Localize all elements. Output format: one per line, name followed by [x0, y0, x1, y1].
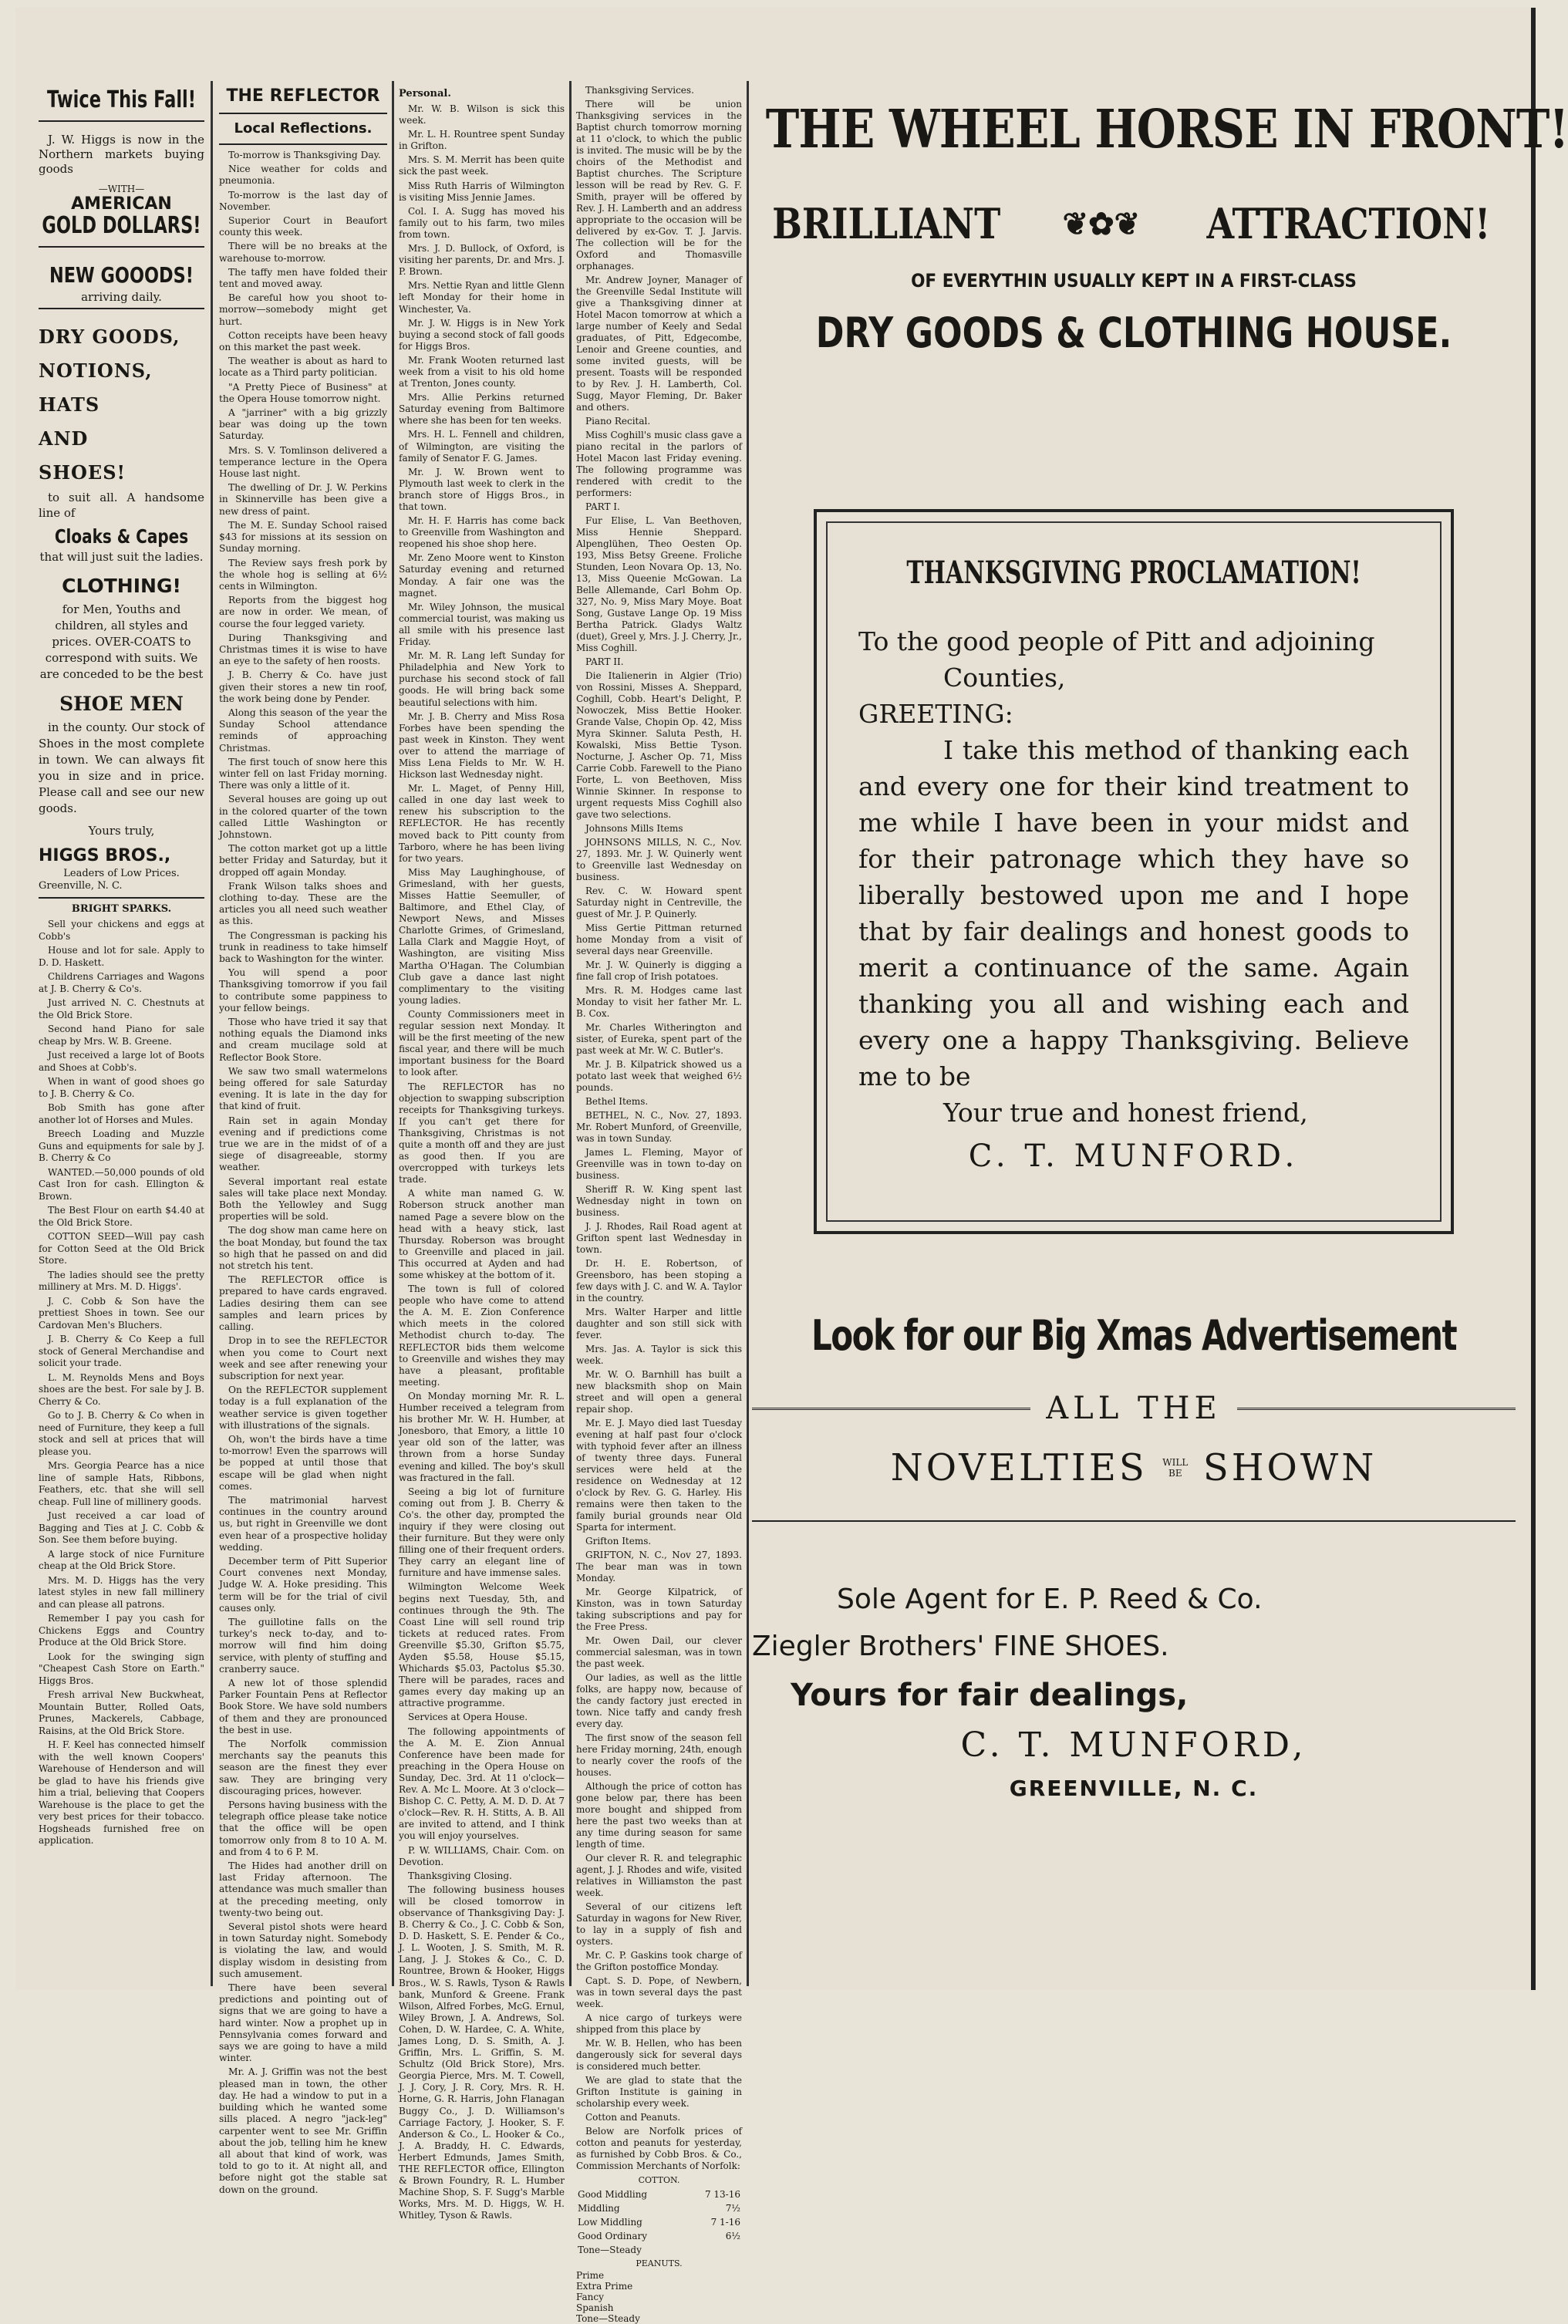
cotton-table	[576, 2187, 742, 2258]
news-item: The following appointments of the A. M. E. Zion Annual Conference have been made for preaching in the Opera House on Sunday, Dec. 3rd. At 11 o'clock—Rev. A. Mc L. Moore. At 3 o'clock—Bishop C. C. Petty, A. M. D. D. At 7 o'clock—Rev. R. H. Stitts, A. B. All are invited to attend, and I think you will enjoy yourselves.	[399, 1725, 565, 1842]
news-item: Dr. H. E. Robertson, of Greensboro, has been stoping a few days with J. C. and W. A. Taylor in the country.	[576, 1258, 742, 1304]
greeting: GREETING:	[858, 699, 1013, 729]
thanksgiving-proclamation	[814, 509, 1454, 1234]
peanut-grade: Tone—Steady	[576, 2313, 640, 2324]
news-item: Capt. S. D. Pope, of Newbern, was in town several days the past week.	[576, 1975, 742, 2009]
news-item: Frank Wilson talks shoes and clothing to-day. These are the articles you all need such weather as this.	[219, 880, 387, 927]
news-item: December term of Pitt Superior Court convenes next Monday, Judge W. A. Hoke presiding. This term will be for the trial of civil causes only.	[219, 1555, 387, 1614]
column-rule	[392, 81, 394, 1986]
cotton-price: 7 1-16	[710, 2217, 740, 2228]
news-item: To-morrow is Thanksgiving Day.	[228, 150, 381, 160]
peanut-grade: Spanish	[576, 2302, 614, 2313]
news-item: The guillotine falls on the turkey's neck to-day, and to-morrow will find him doing service, with plenty of stuffing and cranberry sauce.	[219, 1616, 387, 1675]
news-item: Our clever R. R. and telegraphic agent, J. J. Rhodes and wife, visited relatives in Williamston the past week.	[576, 1853, 742, 1898]
place-text: Greenville, N. C.	[39, 880, 123, 892]
news-item: There will be union Thanksgiving services in the Baptist church tomorrow morning at 11 o'clock, to which the public is invited. The music will be by the choirs of the Methodist and Baptist churches. The Scripture lesson will be read by Rev. G. F. Smith, prayer will be offered by Rev. J. H. Lamberth and an address appropriate to the occasion will be delivered by ex-Gov. T. J. Jarvis. The collection will be for the Oxford and Thomasville orphanages.	[576, 99, 742, 272]
proclamation-title: THANKSGIVING PROCLAMATION!	[906, 555, 1361, 591]
news-item: Just received a large lot of Boots and Shoes at Cobb's.	[39, 1050, 204, 1073]
brilliant-text: BRILLIANT	[772, 199, 1001, 248]
yours-truly: Yours truly,	[88, 824, 155, 838]
news-item: The Best Flour on earth $4.40 at the Old Brick Store.	[39, 1205, 204, 1228]
news-item: Grifton Items.	[585, 1536, 652, 1547]
news-item: Mrs. Georgia Pearce has a nice line of sample Hats, Ribbons, Feathers, etc. that she will sell cheap. Full line of millinery goods.	[39, 1460, 204, 1507]
table-row	[578, 2230, 740, 2242]
news-item: Go to J. B. Cherry & Co when in need of Furniture, they keep a full stock and sell at prices that will please you.	[39, 1410, 204, 1457]
column-rule	[747, 81, 749, 1986]
masthead: THE REFLECTOR	[226, 86, 380, 106]
cotton-grade: Good Middling	[578, 2189, 648, 2200]
news-item: Sell your chickens and eggs at Cobb's	[39, 919, 204, 942]
news-item: Mr. Frank Wooten returned last week from a visit to his old home at Trenton, Jones county.	[399, 354, 565, 390]
news-item: WANTED.—50,000 pounds of old Cast Iron for cash. Ellington & Brown.	[39, 1166, 204, 1202]
news-item: Cotton and Peanuts.	[585, 2112, 681, 2123]
hats: HATS	[39, 393, 100, 416]
peanut-label: PEANUTS.	[636, 2258, 683, 2268]
wheel-horse-headline: THE WHEEL HORSE IN FRONT!	[765, 99, 1568, 160]
cotton-price: 7 13-16	[704, 2189, 740, 2200]
news-item: Mr. H. F. Harris has come back to Greenville from Washington and reopened his shoe shop here.	[399, 515, 565, 550]
news-item: A large stock of nice Furniture cheap at the Old Brick Store.	[39, 1548, 204, 1571]
cotton-grade: Tone—Steady	[578, 2245, 642, 2255]
news-item: When in want of good shoes go to J. B. Cherry & Co.	[39, 1076, 204, 1099]
table-row	[578, 2244, 740, 2256]
munford-signature: C. T. MUNFORD,	[960, 1725, 1307, 1765]
ziegler-shoes: Ziegler Brothers' FINE SHOES.	[752, 1631, 1169, 1662]
news-item: Fur Elise, L. Van Beethoven, Miss Hennie Sheppard. Alpenglühen, Theo Oesten Op. 193, Miss Betsy Greene. Froliche Stunden, Leon Novara Op. 13, No. 13, Miss Queenie McGowan. La Belle Allemande, Carl Bohm Op. 327, No. 9, Miss Mary Moye. Boat Song, Gustave Lange Op. 19 Miss Bertha Patrick. Gladys Waltz (duet), Greel y, Mrs. J. J. Cherry, Jr., Miss Coghill.	[576, 515, 742, 653]
news-item: Miss Coghill's music class gave a piano recital in the parlors of Hotel Macon last Friday evening. The following programme was rendered with credit to the performers:	[576, 430, 742, 498]
news-item: Thanksgiving Closing.	[408, 1870, 512, 1881]
everything-line: OF EVERYTHIN USUALLY KEPT IN A FIRST-CLASS	[911, 270, 1357, 292]
news-item: On the REFLECTOR supplement today is a full explanation of the weather service is given together with illustrations of the signals.	[219, 1385, 387, 1431]
news-item: Mr. Charles Witherington and sister, of Eureka, spent part of the past week at Mr. W. C. Butler's.	[576, 1022, 742, 1056]
news-item: Miss May Laughinghouse, of Grimesland, with her guests, Misses Hattie Seemuller, of Baltimore, and Ethel Clay, of Newport News, and Misses Charlotte Grimes, of Grimesland, Lalla Clark and Maggie Hoyt, of Washington, are visiting Miss Martha O'Hagan. The Columbian Club gave a dance last night complimentary to the visiting young ladies.	[399, 866, 565, 1006]
novelties-text: NOVELTIES	[890, 1446, 1148, 1489]
news-item: JOHNSONS MILLS, N. C., Nov. 27, 1893. Mr. J. W. Quinerly went to Greenville last Wednesday on business.	[576, 837, 742, 882]
news-item: COTTON SEED—Will pay cash for Cotton Seed at the Old Brick Store.	[39, 1231, 204, 1266]
brilliant-attraction	[752, 199, 1516, 248]
news-item: The taffy men have folded their tent and moved away.	[219, 266, 387, 290]
proclamation-signature: C. T. MUNFORD.	[968, 1138, 1300, 1174]
peanut-grade: Fancy	[576, 2292, 604, 2302]
news-item: Breech Loading and Muzzle Guns and equipments for sale by J. B. Cherry & Co	[39, 1128, 204, 1163]
news-item: Along this season of the year the Sunday School attendance reminds of approaching Christmas.	[219, 707, 387, 754]
counties-line: Counties,	[943, 663, 1066, 693]
news-item: The REFLECTOR office is prepared to have cards engraved. Ladies desiring them can see samples and learn prices by calling.	[219, 1274, 387, 1333]
dry-goods-house: DRY GOODS & CLOTHING HOUSE.	[815, 309, 1452, 357]
personal-items	[399, 103, 565, 2222]
news-item: The REFLECTOR has no objection to swapping subscription receipts for Thanksgiving turkeys. If you can't get there for Thanksgiving, Christmas is not quite a month off and they are just as good then. If you are overcropped with turkeys lets trade.	[399, 1081, 565, 1186]
gold-dollars: GOLD DOLLARS!	[42, 212, 201, 239]
news-item: The Congressman is packing his trunk in readiness to take himself back to Washington for the winter.	[219, 929, 387, 964]
news-item: Mr. W. O. Barnhill has built a new blacksmith shop on Main street and will open a general repair shop.	[576, 1369, 742, 1415]
news-item: During Thanksgiving and Christmas times it is wise to have an eye to the safety of hen roosts.	[219, 632, 387, 667]
and: AND	[39, 427, 89, 450]
news-item: Bob Smith has gone after another lot of Horses and Mules.	[39, 1102, 204, 1125]
shoes: SHOES!	[39, 461, 126, 484]
ornament-icon: ❦✿❦	[1062, 205, 1141, 242]
arriving-text: arriving daily.	[81, 290, 162, 304]
sole-agent: Sole Agent for E. P. Reed & Co.	[837, 1584, 1263, 1615]
ladies-text: that will just suit the ladies.	[39, 550, 204, 564]
news-item: PART I.	[585, 501, 620, 512]
dry-goods-list	[39, 320, 204, 490]
news-item: Bethel Items.	[585, 1096, 649, 1107]
news-item: Those who have tried it say that nothing equals the Diamond inks and cream mucilage sold at Reflector Book Store.	[219, 1017, 387, 1063]
news-item: Mr. L. H. Rountree spent Sunday in Grifton.	[399, 129, 565, 152]
closing-line: Your true and honest friend,	[943, 1098, 1308, 1128]
news-item: Remember I pay you cash for Chickens Eggs and Country Produce at the Old Brick Store.	[39, 1613, 204, 1648]
news-item: A white man named G. W. Roberson struck another man named Page a severe blow on the head with a heavy stick, last Thursday. Roberson was brought to Greenville and placed in jail. This occurred at Ayden and had some whiskey at the bottom of it.	[399, 1188, 565, 1280]
news-item: Rain set in again Monday evening and if predictions come true we are in the midst of of a siege of disagreeable, stormy weather.	[219, 1115, 387, 1173]
news-item: A nice cargo of turkeys were shipped from this place by	[576, 2012, 742, 2035]
news-item: Mr. Wiley Johnson, the musical commercial tourist, was making us all smile with his presence last Friday.	[399, 601, 565, 648]
news-item: Mr. J. B. Cherry and Miss Rosa Forbes have been spending the past week in Kinston. They went over to attend the marriage of Miss Lena Fields to Mr. W. H. Hickson last Wednesday night.	[399, 710, 565, 781]
leaders-text: Leaders of Low Prices.	[63, 868, 180, 879]
suit-text: to suit all. A handsome line of	[39, 491, 204, 520]
column-higgs-ad	[39, 85, 204, 1982]
shown-text: SHOWN	[1202, 1446, 1377, 1489]
newspaper-page	[15, 8, 1568, 2324]
news-item: Wilmington Welcome Week begins next Tuesday, 5th, and continues through the 9th. The Coast Line will sell round trip tickets at reduced rates. From Greenville $5.30, Grifton $5.75, Ayden $5.58, House $5.15, Whichards $5.03, Pactolus $5.30. There will be parades, races and games every day making up an attractive programme.	[399, 1581, 565, 1709]
news-item: Mrs. Nettie Ryan and little Glenn left Monday for their home in Winchester, Va.	[399, 280, 565, 315]
news-item: Services at Opera House.	[408, 1712, 528, 1723]
clothing: CLOTHING!	[62, 575, 181, 597]
american-text: AMERICAN	[71, 194, 172, 214]
news-item: Several important real estate sales will take place next Monday. Both the Yellowley and Sugg properties will be sold.	[219, 1175, 387, 1223]
news-item: Mr. M. R. Lang left Sunday for Philadelphia and New York to purchase his second stock of fall goods. He will bring back some beautiful selections with him.	[399, 650, 565, 708]
salutation-line: To the good people of Pitt and adjoining	[858, 626, 1375, 656]
news-item: The dog show man came here on the boat Monday, but found the tax so high that he passed on and did not stretch his tent.	[219, 1225, 387, 1272]
bright-sparks-heading: BRIGHT SPARKS.	[71, 903, 172, 915]
news-item: Mrs. M. D. Higgs has the very latest styles in new fall millinery and can please all patrons.	[39, 1574, 204, 1610]
news-item: You will spend a poor Thanksgiving tomorrow if you fail to contribute some pappiness to your fellow beings.	[219, 967, 387, 1014]
news-item: Johnsons Mills Items	[585, 823, 683, 834]
news-item: Mrs. J. D. Bullock, of Oxford, is visiting her parents, Dr. and Mrs. J. P. Brown.	[399, 243, 565, 278]
news-item: Mr. Zeno Moore went to Kinston Saturday evening and returned Monday. A fair one was the magnet.	[399, 552, 565, 599]
news-item: Mr. C. P. Gaskins took charge of the Grifton postoffice Monday.	[576, 1950, 742, 1972]
news-item: Superior Court in Beaufort county this week.	[219, 215, 387, 238]
news-item: J. C. Cobb & Son have the prettiest Shoes in town. See our Cardovan Men's Bluchers.	[39, 1295, 204, 1331]
news-item: House and lot for sale. Apply to D. D. Haskett.	[39, 945, 204, 968]
notions: NOTIONS,	[39, 359, 153, 382]
news-item: J. J. Rhodes, Rail Road agent at Grifton spent last Wednesday in town.	[576, 1221, 742, 1255]
proclamation-body	[858, 623, 1409, 1175]
news-item: Mr. J. W. Quinerly is digging a fine fall crop of Irish potatoes.	[576, 960, 742, 982]
news-items	[576, 85, 742, 2172]
news-item: Miss Ruth Harris of Wilmington is visiting Miss Jennie James.	[399, 180, 565, 203]
cotton-grade: Low Middling	[578, 2217, 642, 2228]
news-item: The first touch of snow here this winter fell on last Friday morning. There was only a little of it.	[219, 756, 387, 791]
news-item: The M. E. Sunday School raised $43 for missions at its session on Sunday morning.	[219, 519, 387, 555]
with-text: —WITH—	[98, 184, 145, 194]
news-item: The town is full of colored people who have come to attend the A. M. E. Zion Conference which meets in the colored Methodist church to-day. The REFLECTOR bids them welcome to Greenville and wishes they may have a pleasant, profitable meeting.	[399, 1283, 565, 1388]
news-item: GRIFTON, N. C., Nov 27, 1893. The bear man was in town Monday.	[576, 1550, 742, 1584]
attraction-text: ATTRACTION!	[1206, 199, 1491, 248]
news-item: The first snow of the season fell here Friday morning, 24th, enough to nearly cover the roofs of the houses.	[576, 1732, 742, 1778]
news-item: Mr. J. W. Higgs is in New York buying a second stock of fall goods for Higgs Bros.	[399, 317, 565, 352]
cotton-price	[686, 2244, 740, 2256]
news-item: The ladies should see the pretty millinery at Mrs. M. D. Higgs'.	[39, 1269, 204, 1292]
news-item: Mrs. S. V. Tomlinson delivered a temperance lecture in the Opera House last night.	[219, 444, 387, 480]
peanut-list	[576, 2270, 742, 2324]
bright-sparks-list	[39, 919, 204, 1847]
news-item: The following business houses will be closed tomorrow in observance of Thanksgiving Day: J. B. Cherry & Co., J. C. Cobb & Son, D. D. Haskett, S. E. Pender & Co., J. L. Wooten, J. S. Smith, M. R. Lang, J. J. Stokes & Co., C. D. Rountree, Brown & Hooker, Higgs Bros., W. S. Rawls, Tyson & Rawls bank, Munford & Greene. Frank Wilson, Alfred Forbes, McG. Ernul, Wiley Brown, J. A. Andrews, Sol. Cohen, D. W. Hardee, C. A. White, James Long, D. S. Smith, A. J. Griffin, Mrs. L. Griffin, S. M. Schultz (Old Brick Store), Mrs. Georgia Pierce, Mrs. M. T. Cowell, J. J. Cory, J. R. Cory, Mrs. R. H. Horne, G. R. Harris, John Flanagan Buggy Co., J. D. Williamson's Carriage Factory, J. Hooker, S. F. Anderson & Co., L. Hooker & Co., J. A. Braddy, H. C. Edwards, Herbert Edmunds, James Smith, THE REFLECTOR office, Ellington & Brown Foundry, R. L. Humber Machine Shop, S. F. Sugg's Marble Works, Mrs. M. D. Higgs, W. H. Whitley, Tyson & Rawls.	[399, 1884, 565, 2221]
news-item: Drop in to see the REFLECTOR when you come to Court next week and see after renewing your subscription for next year.	[219, 1335, 387, 1381]
news-item: J. B. Cherry & Co. have just given their stores a new tin roof, the work being done by Pender.	[219, 670, 387, 704]
news-item: Persons having business with the telegraph office please take notice that the office will be open tomorrow only from 8 to 10 A. M. and from 4 to 6 P. M.	[219, 1799, 387, 1857]
proclamation-text: I take this method of thanking each and every one for their kind treatment to me while I have been in your midst and for their patronage which they have so liberally bestowed upon me and I hope that by fair dealings and honest goods to merit a continuance of the same. Again thanking you all and wishing each and every one a happy Thanksgiving. Believe me to be	[858, 735, 1409, 1091]
news-item: P. W. WILLIAMS, Chair. Com. on Devotion.	[399, 1844, 565, 1867]
news-item: Col. I. A. Sugg has moved his family out to his farm, two miles from town.	[399, 205, 565, 240]
news-item: Mrs. R. M. Hodges came last Monday to visit her father Mr. L. B. Cox.	[576, 985, 742, 1019]
news-item: Our ladies, as well as the little folks, are happy now, because of the candy factory just erected in town. Nice taffy and candy fresh every day.	[576, 1672, 742, 1729]
cotton-price: 6½	[725, 2231, 740, 2241]
cotton-grade: Middling	[578, 2203, 620, 2214]
dry-goods: DRY GOODS,	[39, 325, 180, 348]
news-item: Oh, won't the birds have a time to-morrow! Even the sparrows will be popped at until those that escape will be glad when night comes.	[219, 1433, 387, 1492]
news-item: The Hides had another drill on last Friday afternoon. The attendance was much smaller than at the preceding meeting, only twenty-two being out.	[219, 1860, 387, 1918]
peanut-grade: Extra Prime	[576, 2281, 633, 2292]
news-item: To-morrow is the last day of November.	[219, 189, 387, 212]
news-item: Reports from the biggest hog are now in order. We mean, of course the four legged variety.	[219, 595, 387, 629]
cotton-price: 7½	[725, 2203, 740, 2214]
local-items	[219, 150, 387, 2196]
table-row	[578, 2188, 740, 2201]
news-item: James L. Fleming, Mayor of Greenville was in town to-day on business.	[576, 1147, 742, 1181]
column-thanksgiving	[576, 85, 742, 2324]
news-item: Fresh arrival New Buckwheat, Mountain Butter, Rolled Oats, Prunes, Mackerels, Cabbage, Raisins, at the Old Brick Store.	[39, 1689, 204, 1736]
novelties-line	[752, 1446, 1516, 1489]
news-item: BETHEL, N. C., Nov. 27, 1893. Mr. Robert Munford, of Greenville, was in town Sunday.	[576, 1110, 742, 1144]
news-item: L. M. Reynolds Mens and Boys shoes are the best. For sale by J. B. Cherry & Co.	[39, 1371, 204, 1407]
column-rule	[211, 81, 213, 1986]
ad-headline: Twice This Fall!	[46, 86, 197, 113]
news-item: County Commissioners meet in regular session next Monday. It will be the first meeting of the new fiscal year, and there will be much important business for the Board to look after.	[399, 1008, 565, 1078]
column-personal	[399, 85, 565, 2221]
news-item: Mrs. Jas. A. Taylor is sick this week.	[576, 1344, 742, 1366]
news-item: Second hand Piano for sale cheap by Mrs. W. B. Greene.	[39, 1024, 204, 1047]
section-title: Local Reflections.	[234, 120, 373, 137]
munford-advertisement	[752, 85, 1568, 1975]
news-item: Die Italienerin in Algier (Trio) von Rossini, Misses A. Sheppard, Coghill, Cobb. Heart's Delight, P. Nowoczek, Miss Bettie Hooker. Grande Valse, Chopin Op. 42, Miss Myra Skinner. Saluta Pesth, H. Kowalski, Miss Bettie Tyson. Nocturne, J. Ascher Op. 71, Miss Carrie Cobb. Farewell to the Piano Forte, L. von Beethoven, Miss Winnie Skinner. In response to urgent requests Miss Coghill also gave two selections.	[576, 670, 742, 820]
news-item: Miss Gertie Pittman returned home Monday from a visit of several days near Greenville.	[576, 923, 742, 956]
new-goods: NEW GOOODS!	[49, 262, 194, 288]
news-item: Several of our citizens left Saturday in wagons for New River, to lay in a supply of fish and oysters.	[576, 1901, 742, 1947]
news-item: "A Pretty Piece of Business" at the Opera House tomorrow night.	[219, 381, 387, 404]
news-item: Several houses are going up out in the colored quarter of the town called Little Washington or Johnstown.	[219, 794, 387, 840]
news-item: Several pistol shots were heard in town Saturday night. Somebody is violating the law, and would display wisdom in desisting from such amusement.	[219, 1921, 387, 1979]
xmas-headline: Look for our Big Xmas Advertisement	[811, 1311, 1457, 1360]
personal-heading: Personal.	[399, 88, 451, 100]
news-item: Mr. Andrew Joyner, Manager of the Greenville Sedal Institute will give a Thanksgiving dinner at Hotel Macon tomorrow at which a large number of Keely and Sedal graduates, of Pitt, Edgecombe, Lenoir and Greene counties, and some invited guests, will be present. Toasts will be responded to by Rev. J. H. Lamberth, Col. Sugg, Mayor Fleming, Dr. Baker and others.	[576, 275, 742, 413]
news-item: H. F. Keel has connected himself with the well known Coopers' Warehouse of Henderson and will be glad to have his friends give him a trial, believing that Coopers Warehouse is the place to get the very best prices for their tobacco. Hogsheads furnished free on application.	[39, 1739, 204, 1846]
news-item: The dwelling of Dr. J. W. Perkins in Skinnerville has been give a new dress of paint.	[219, 482, 387, 517]
news-item: There will be no breaks at the warehouse to-morrow.	[219, 241, 387, 264]
news-item: Mr. George Kilpatrick, of Kinston, was in town Saturday taking subscriptions and pay for the Free Press.	[576, 1587, 742, 1632]
news-item: Piano Recital.	[585, 416, 651, 427]
news-item: Mrs. S. M. Merrit has been quite sick the past week.	[399, 154, 565, 177]
clothing-text: for Men, Youths and children, all styles and prices. OVER-COATS to correspond with suits. We are conceded to be the best	[39, 602, 204, 681]
news-item: Rev. C. W. Howard spent Saturday night in Centreville, the guest of Mr. J. P. Quinerly.	[576, 885, 742, 919]
news-item: Mr. J. W. Brown went to Plymouth last week to clerk in the branch store of Higgs Bros., in that town.	[399, 466, 565, 512]
news-item: Mrs. Allie Perkins returned Saturday evening from Baltimore where she has been for ten weeks.	[399, 392, 565, 427]
news-item: Mr. Owen Dail, our clever commercial salesman, was in town the past week.	[576, 1635, 742, 1669]
news-item: A "jarriner" with a big grizzly bear was doing up the town Saturday.	[219, 407, 387, 442]
news-item: The cotton market got up a little better Friday and Saturday, but it dropped off again Monday.	[219, 843, 387, 878]
news-item: The weather is about as hard to locate as a Third party politician.	[219, 356, 387, 379]
news-item: On Monday morning Mr. R. L. Humber received a telegram from his brother Mr. W. H. Humber, at Jonesboro, that Emory, a little 10 year old son of the latter, was thrown from a horse Sunday evening and killed. The boy's skull was fractured in the fall.	[399, 1390, 565, 1483]
news-item: Sheriff R. W. King spent last Wednesday night in town on business.	[576, 1184, 742, 1218]
news-item: Mr. W. B. Hellen, who has been dangerously sick for several days is considered much better.	[576, 2038, 742, 2072]
news-item: Mr. J. B. Kilpatrick showed us a potato last week that weighed 6½ pounds.	[576, 1059, 742, 1093]
news-item: There have been several predictions and pointing out of signs that we are going to have a hard winter. Now a prophet up in Pennsylvania comes forward and says we are going to have a mild winter.	[219, 1982, 387, 2064]
news-item: The Review says fresh pork by the whole hog is selling at 6½ cents in Wilmington.	[219, 557, 387, 592]
news-item: Mr. L. Maget, of Penny Hill, called in one day last week to renew his subscription to the REFLECTOR. He has recently moved back to Pitt county from Tarboro, where he has been living for two years.	[399, 783, 565, 864]
cotton-grade: Good Ordinary	[578, 2231, 648, 2241]
news-item: Seeing a big lot of furniture coming out from J. B. Cherry & Co's. the other day, prompted the inquiry if they were closing out their furniture. But they were only filling one of their frequent orders. They carry an elegant line of furniture and have immense sales.	[399, 1486, 565, 1579]
table-row	[578, 2216, 740, 2228]
news-item: Thanksgiving Services.	[585, 85, 694, 96]
news-item: A new lot of those splendid Parker Fountain Pens at Reflector Book Store. We have sold numbers of them and they are pronounced the best in use.	[219, 1677, 387, 1735]
news-item: Mrs. Walter Harper and little daughter and son still sick with fever.	[576, 1307, 742, 1341]
news-item: Mr. E. J. Mayo died last Tuesday evening at half past four o'clock with typhoid fever after an illness of twenty three days. Funeral services were held at the residence on Wednesday at 12 o'clock by Rev. G. G. Harley. His remains were then taken to the family burial grounds near Old Sparta for interment.	[576, 1418, 742, 1533]
news-item: Although the price of cotton has gone below par, there has been more bought and shipped from here the past two weeks than at any time during season for same length of time.	[576, 1781, 742, 1850]
table-row	[578, 2202, 740, 2214]
news-item: Mr. A. J. Griffin was not the best pleased man in town, the other day. He had a window to put in a building which he wanted some sills placed. A negro "jack-leg" carpenter went to see Mr. Griffin about the job, telling him he knew all about that kind of work, was told to go to it. At night all, and before night got the stable sat down on the ground.	[219, 2066, 387, 2195]
all-the-text: ALL THE	[1046, 1391, 1222, 1426]
news-item: Nice weather for colds and pneumonia.	[219, 164, 387, 187]
shoe-text: in the county. Our stock of Shoes in the most complete in town. We can always fit you in size and in price. Please call and see our new goods.	[39, 720, 204, 815]
news-item: We are glad to state that the Grifton Institute is gaining in scholarship every week.	[576, 2075, 742, 2109]
shoe-men: SHOE MEN	[59, 693, 184, 715]
column-rule	[569, 81, 572, 1986]
news-item: We saw two small watermelons being offered for sale Saturday evening. It is late in the day for that kind of fruit.	[219, 1065, 387, 1112]
news-item: The Norfolk commission merchants say the peanuts this season are the finest they ever saw. They are bringing very discouraging prices, however.	[219, 1739, 387, 1796]
all-the-line	[752, 1391, 1516, 1426]
column-local-reflections	[219, 85, 387, 2195]
cotton-label: COTTON.	[638, 2175, 680, 2185]
news-item: Be careful how you shoot to-morrow—somebody might get hurt.	[219, 292, 387, 327]
news-item: Look for the swinging sign "Cheapest Cash Store on Earth." Higgs Bros.	[39, 1651, 204, 1686]
news-item: Childrens Carriages and Wagons at J. B. Cherry & Co's.	[39, 971, 204, 994]
cloaks-capes: Cloaks & Capes	[54, 525, 189, 548]
news-item: Cotton receipts have been heavy on this market the past week.	[219, 329, 387, 353]
news-item: The matrimonial harvest continues in the country around us, but right in Greenville we dont even hear of a prospective holiday wedding.	[219, 1494, 387, 1553]
news-item: Mr. W. B. Wilson is sick this week.	[399, 103, 565, 126]
news-item: J. B. Cherry & Co Keep a full stock of General Merchandise and solicit your trade.	[39, 1334, 204, 1368]
yours-fair: Yours for fair dealings,	[791, 1678, 1189, 1713]
greenville-city: GREENVILLE, N. C.	[1009, 1776, 1259, 1801]
will-be-text: WILL BE	[1162, 1457, 1189, 1479]
news-item: Below are Norfolk prices of cotton and peanuts for yesterday, as furnished by Cobb Bros. & Co., Commission Merchants of Norfolk:	[576, 2126, 742, 2171]
peanut-grade: Prime	[576, 2270, 605, 2281]
ad-intro: J. W. Higgs is now in the Northern markets buying goods	[39, 133, 204, 176]
news-item: Just received a car load of Bagging and Ties at J. C. Cobb & Son. See them before buying.	[39, 1510, 204, 1545]
news-item: Mrs. H. L. Fennell and children, of Wilmington, are visiting the family of Senator F. G. James.	[399, 429, 565, 464]
higgs-bros: HIGGS BROS.,	[39, 846, 171, 865]
news-item: PART II.	[585, 656, 624, 667]
news-item: Just arrived N. C. Chestnuts at the Old Brick Store.	[39, 997, 204, 1020]
